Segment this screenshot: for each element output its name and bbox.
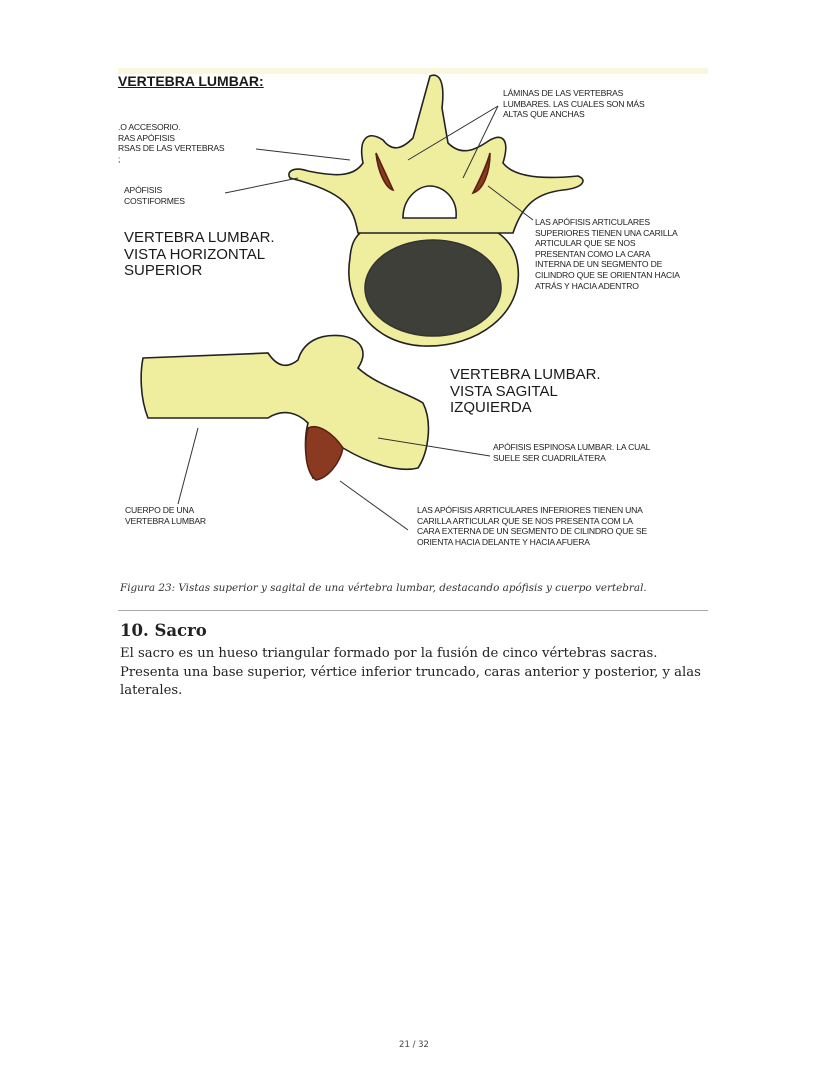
figure-title: VERTEBRA LUMBAR: — [118, 73, 264, 89]
section-heading: 10. Sacro — [120, 621, 207, 640]
label-articulares-superiores: LAS APÓFISIS ARTICULARES SUPERIORES TIENEN UNA CARILLA ARTICULAR QUE SE NOS PRESENTAN COMO LA CARA INTERNA DE UN SEGMENTO DE CILINDRO QUE SE ORIENTAN HACIA ATRÁS Y HACIA ADENTRO — [535, 217, 680, 291]
label-cuerpo: CUERPO DE UNA VERTEBRA LUMBAR — [125, 505, 206, 526]
figure-caption: Figura 23: Vistas superior y sagital de una vértebra lumbar, destacando apófisis y cuerpo vertebral. — [120, 582, 647, 594]
label-articulares-inferiores: LAS APÓFISIS ARRTICULARES INFERIORES TIENEN UNA CARILLA ARTICULAR QUE SE NOS PRESENTA COM LA CARA EXTERNA DE UN SEGMENTO DE CILINDRO QUE SE ORIENTA HACIA DELANTE Y HACIA AFUERA — [417, 505, 647, 547]
sagittal-view-drawing — [141, 335, 428, 480]
label-superior-view: VERTEBRA LUMBAR. VISTA HORIZONTAL SUPERIOR — [124, 229, 275, 279]
section-paragraph: El sacro es un hueso triangular formado por la fusión de cinco vértebras sacras. Presenta una base superior, vértice inferior truncado, caras anterior y posterior, y alas laterales. — [120, 646, 701, 698]
vertebra-figure — [118, 68, 708, 563]
label-laminas: LÁMINAS DE LAS VERTEBRAS LUMBARES. LAS CUALES SON MÁS ALTAS QUE ANCHAS — [503, 88, 645, 120]
label-espinosa: APÓFISIS ESPINOSA LUMBAR. LA CUAL SUELE SER CUADRILÁTERA — [493, 442, 651, 463]
label-costiformes: APÓFISIS COSTIFORMES — [124, 185, 185, 206]
page-number: 21 / 32 — [399, 1040, 429, 1050]
label-sagittal-view: VERTEBRA LUMBAR. VISTA SAGITAL IZQUIERDA — [450, 366, 601, 416]
divider — [118, 610, 708, 611]
label-accessory: .O ACCESORIO. RAS APÓFISIS RSAS DE LAS VERTEBRAS ; — [118, 122, 225, 164]
